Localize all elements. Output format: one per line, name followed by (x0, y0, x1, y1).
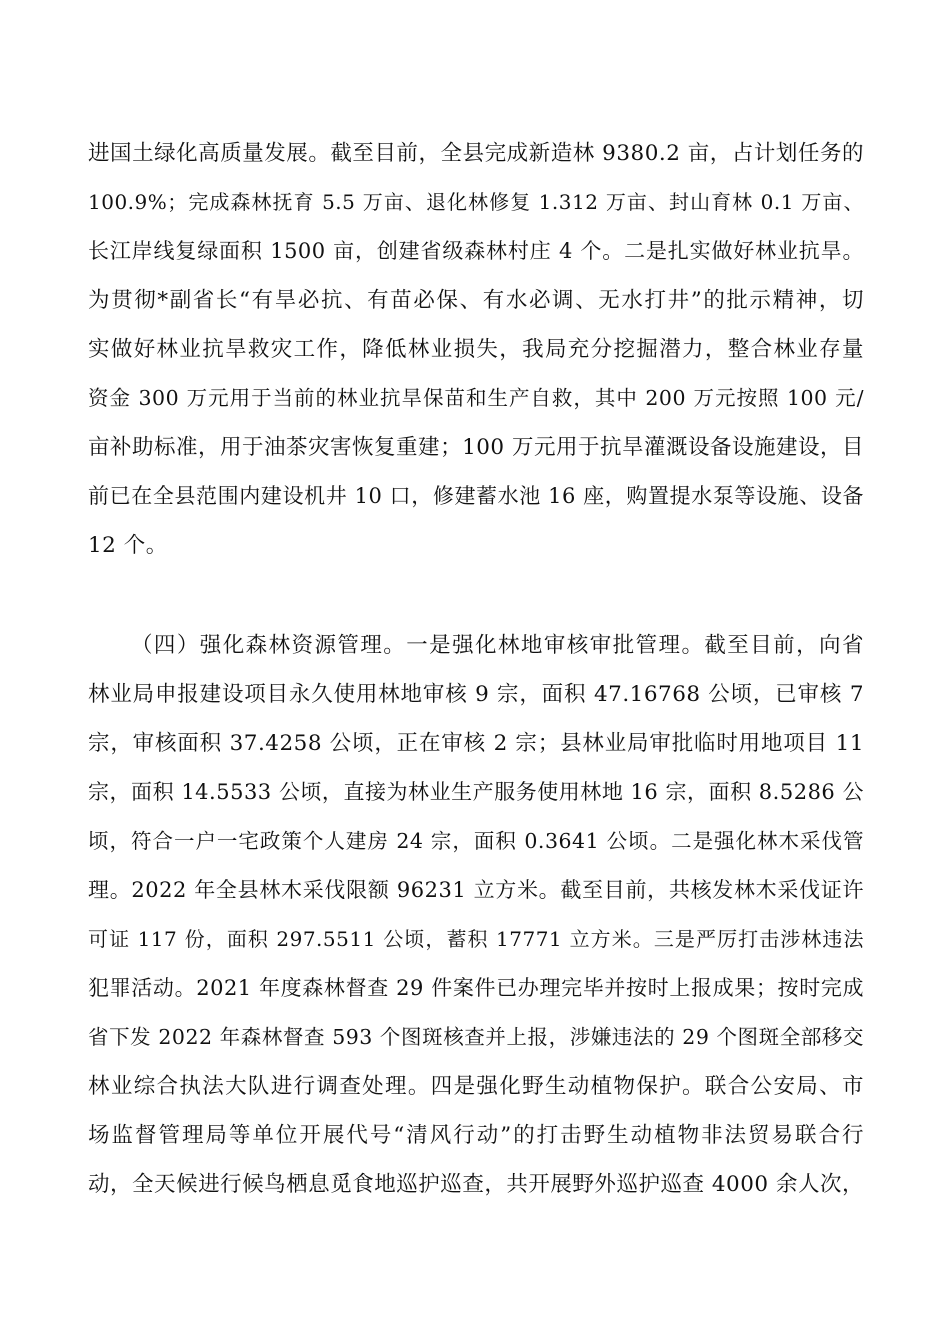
paragraph-line: 可证 117 份，面积 297.5511 公顷，蓄积 17771 立方米。三是严厉打击涉林违法 (88, 927, 864, 951)
paragraph-line: （四）强化森林资源管理。一是强化林地审核审批管理。截至目前，向省 (131, 633, 864, 658)
paragraph-line: 犯罪活动。2021 年度森林督查 29 件案件已办理完毕并按时上报成果；按时完成 (88, 976, 864, 1000)
paragraph-line: 100.9%；完成森林抚育 5.5 万亩、退化林修复 1.312 万亩、封山育林 0.1 万亩、 (88, 190, 864, 214)
paragraph-line: 前已在全县范围内建设机井 10 口，修建蓄水池 16 座，购置提水泵等设施、设备 (88, 484, 864, 508)
paragraph-line: 场监督管理局等单位开展代号“清风行动”的打击野生动植物非法贸易联合行 (88, 1123, 864, 1148)
paragraph-line: 资金 300 万元用于当前的林业抗旱保苗和生产自救，其中 200 万元按照 100 元/ (88, 386, 864, 410)
paragraph-line: 亩补助标准，用于油茶灾害恢复重建；100 万元用于抗旱灌溉设备设施建设，目 (88, 435, 864, 460)
paragraph-line: 林业局申报建设项目永久使用林地审核 9 宗，面积 47.16768 公顷，已审核 7 (88, 682, 864, 707)
paragraph-line: 进国土绿化高质量发展。截至目前，全县完成新造林 9380.2 亩，占计划任务的 (88, 141, 864, 166)
paragraph-line: 实做好林业抗旱救灾工作，降低林业损失，我局充分挖掘潜力，整合林业存量 (88, 337, 864, 362)
paragraph-line: 长江岸线复绿面积 1500 亩，创建省级森林村庄 4 个。二是扎实做好林业抗旱。 (88, 239, 864, 263)
paragraph-afforestation-drought (88, 129, 864, 570)
paragraph-line: 林业综合执法大队进行调查处理。四是强化野生动植物保护。联合公安局、市 (88, 1074, 864, 1099)
paragraph-line: 理。2022 年全县林木采伐限额 96231 立方米。截至目前，共核发林木采伐证许 (88, 878, 864, 902)
paragraph-line: 宗，审核面积 37.4258 公顷，正在审核 2 宗；县林业局审批临时用地项目 11 (88, 731, 864, 756)
paragraph-line: 动，全天候进行候鸟栖息觅食地巡护巡查，共开展野外巡护巡查 4000 余人次， (88, 1172, 864, 1197)
paragraph-line: 宗，面积 14.5533 公顷，直接为林业生产服务使用林地 16 宗，面积 8.5286 公 (88, 780, 864, 804)
paragraph-line: 为贯彻*副省长“有旱必抗、有苗必保、有水必调、无水打井”的批示精神，切 (88, 288, 864, 313)
paragraph-line: 12 个。 (88, 533, 168, 558)
paragraph-line: 顷，符合一户一宅政策个人建房 24 宗，面积 0.3641 公顷。二是强化林木采伐管 (88, 829, 864, 853)
paragraph-forest-resource-management (88, 621, 864, 1209)
paragraph-line: 省下发 2022 年森林督查 593 个图斑核查并上报，涉嫌违法的 29 个图斑全部移交 (88, 1025, 864, 1049)
